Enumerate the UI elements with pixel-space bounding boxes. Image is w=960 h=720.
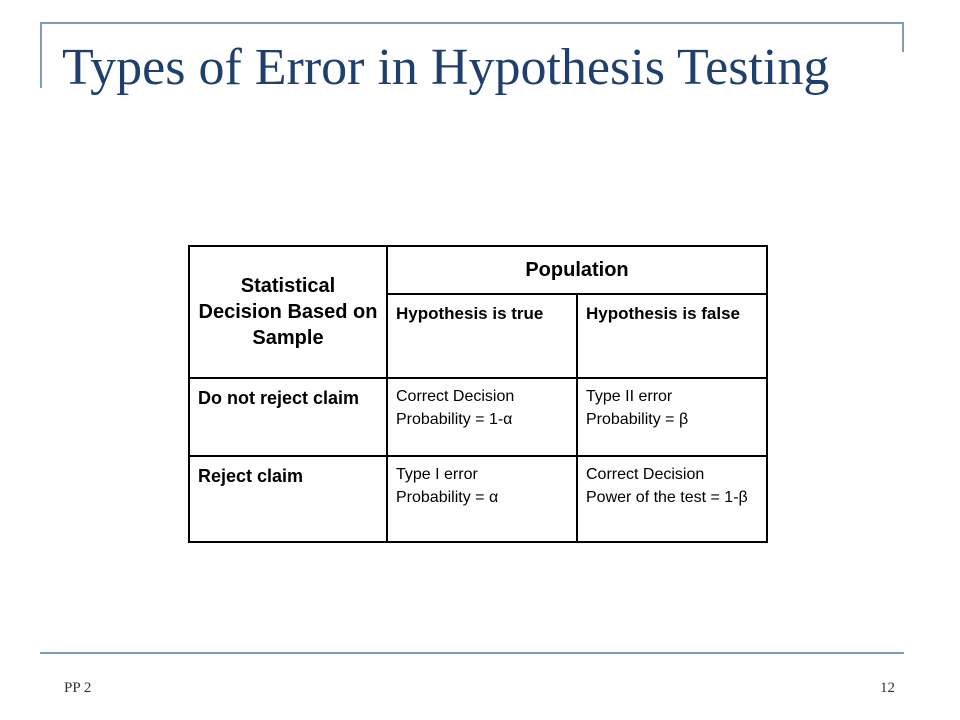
- cell-line: Type I error: [396, 466, 478, 483]
- slide-title: Types of Error in Hypothesis Testing: [62, 39, 830, 96]
- frame-left-line: [40, 22, 42, 88]
- table-row: [189, 456, 767, 542]
- cell-line: Power of the test = 1-β: [586, 489, 748, 507]
- cell-line: Probability = β: [586, 411, 689, 429]
- table-row: [189, 378, 767, 456]
- cell-line: Probability = α: [396, 489, 499, 507]
- column-header-true: Hypothesis is true: [387, 294, 577, 378]
- cell-line: Correct Decision: [586, 466, 705, 483]
- cell-line: Correct Decision: [396, 388, 515, 405]
- cell-type-i-error: [387, 456, 577, 542]
- table-header-row: [189, 246, 767, 294]
- frame-bottom-line: [40, 652, 904, 654]
- error-types-table: [188, 245, 768, 543]
- frame-right-line: [902, 22, 904, 52]
- row-label-reject: Reject claim: [189, 456, 387, 542]
- corner-header: Statistical Decision Based on Sample: [189, 246, 387, 378]
- footer-label: PP 2: [64, 680, 92, 696]
- cell-line: Type II error: [586, 388, 673, 405]
- cell-type-ii-error: [577, 378, 767, 456]
- cell-line: Probability = 1-α: [396, 411, 513, 429]
- cell-correct-decision-power: [577, 456, 767, 542]
- page-number: 12: [880, 680, 895, 696]
- frame-top-line: [40, 22, 904, 24]
- column-header-false: Hypothesis is false: [577, 294, 767, 378]
- row-label-do-not-reject: Do not reject claim: [189, 378, 387, 456]
- cell-correct-decision: [387, 378, 577, 456]
- population-header: Population: [387, 246, 767, 294]
